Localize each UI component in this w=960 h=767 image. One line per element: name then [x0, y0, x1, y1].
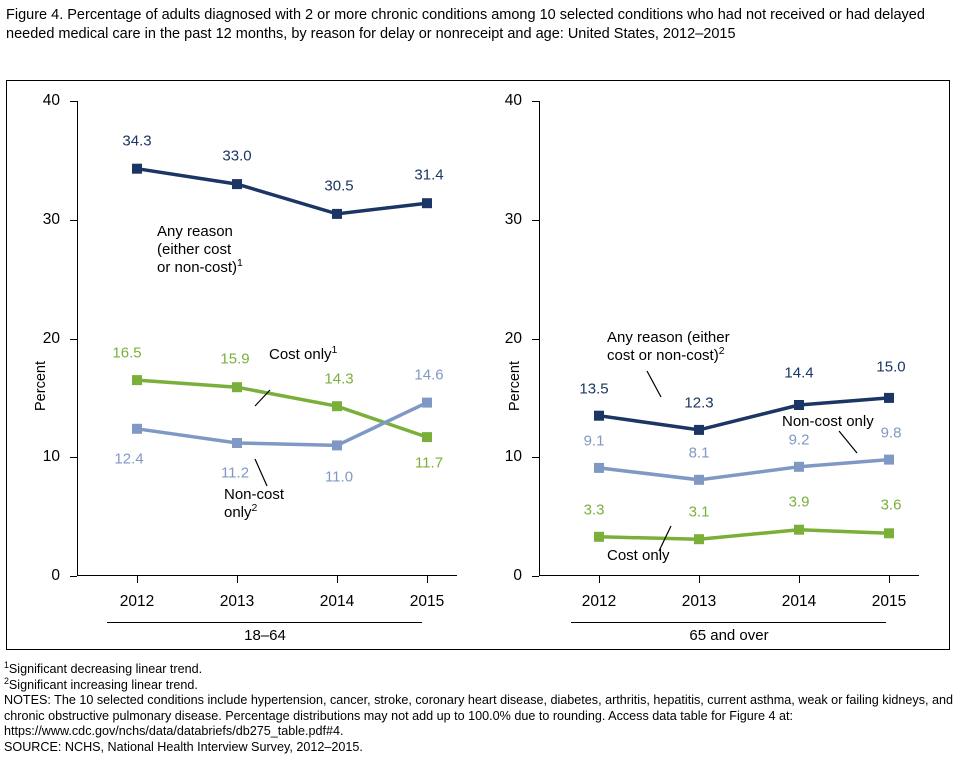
x-tick-left-2015: 2015 — [427, 576, 428, 583]
leader-any-reason-right — [647, 371, 661, 397]
chart-panel-18-64 — [7, 81, 479, 651]
marker-non-cost-only-right-2015 — [884, 455, 894, 465]
label-any-reason-left-2013: 33.0 — [222, 147, 252, 165]
y-axis-title-right: Percent — [507, 361, 523, 411]
footnote-2-text: Significant increasing linear trend. — [8, 677, 198, 692]
label-cost-only-left-2013: 15.9 — [220, 350, 250, 368]
label-any-reason-left-2014: 30.5 — [324, 177, 354, 195]
annotation-any-reason-left-sup: 1 — [237, 257, 243, 269]
x-tick-right-2012: 2012 — [599, 576, 600, 583]
label-any-reason-right-2015: 15.0 — [876, 358, 906, 376]
x-tick-left-2014: 2014 — [337, 576, 338, 583]
y-tick-left-0: 0 — [70, 576, 77, 577]
x-tick-left-2013: 2013 — [237, 576, 238, 583]
annotation-any-reason-left — [157, 223, 243, 277]
x-tick-right-2015: 2015 — [889, 576, 890, 583]
annotation-cost-only-left — [269, 346, 337, 364]
marker-non-cost-only-right-2012 — [594, 463, 604, 473]
label-non-cost-only-right-2012: 9.1 — [583, 432, 605, 450]
label-cost-only-right-2013: 3.1 — [688, 503, 710, 521]
label-cost-only-right-2015: 3.6 — [880, 496, 902, 514]
marker-any-reason-right-2012 — [594, 411, 604, 421]
annotation-any-reason-right-line2: cost or non-cost) — [607, 347, 719, 364]
footnote-source: SOURCE: NCHS, National Health Interview Survey, 2012–2015. — [4, 739, 363, 754]
label-cost-only-left-2015: 11.7 — [414, 454, 444, 472]
marker-non-cost-only-left-2015 — [422, 398, 432, 408]
annotation-non-cost-only-left — [224, 486, 284, 522]
line-any-reason-left — [137, 169, 427, 214]
annotation-non-cost-only-left-line2: only — [224, 504, 252, 521]
y-tick-left-40: 40 — [70, 101, 77, 102]
marker-cost-only-right-2014 — [794, 525, 804, 535]
line-cost-only-left — [137, 380, 427, 437]
group-label-18-64: 18–64 — [244, 627, 286, 644]
annotation-any-reason-right-line1: Any reason (either — [607, 329, 730, 346]
label-any-reason-right-2012: 13.5 — [579, 380, 609, 398]
marker-cost-only-right-2015 — [884, 528, 894, 538]
line-non-cost-only-right — [599, 460, 889, 480]
marker-non-cost-only-left-2012 — [132, 424, 142, 434]
line-non-cost-only-left — [137, 403, 427, 446]
marker-non-cost-only-left-2014 — [332, 440, 342, 450]
footnote-1 — [4, 659, 954, 678]
footnotes — [4, 659, 954, 756]
label-non-cost-only-right-2013: 8.1 — [688, 444, 710, 462]
annotation-any-reason-right-sup: 2 — [718, 345, 725, 357]
marker-cost-only-right-2012 — [594, 532, 604, 542]
annotation-any-reason-left-line2: (either cost — [157, 241, 232, 258]
y-tick-right-20: 20 — [532, 339, 539, 340]
annotation-cost-only-left-text: Cost only — [269, 346, 332, 363]
marker-cost-only-left-2015 — [422, 432, 432, 442]
annotation-non-cost-only-right: Non-cost only — [782, 413, 874, 430]
footnote-2 — [4, 675, 954, 694]
marker-non-cost-only-right-2014 — [794, 462, 804, 472]
x-tick-left-2012: 2012 — [137, 576, 138, 583]
label-cost-only-right-2012: 3.3 — [583, 501, 605, 519]
marker-any-reason-left-2013 — [232, 179, 242, 189]
group-rule-right — [571, 622, 886, 623]
marker-cost-only-left-2014 — [332, 401, 342, 411]
annotation-any-reason-left-line1: Any reason — [157, 223, 233, 240]
label-non-cost-only-left-2014: 11.0 — [324, 468, 354, 486]
label-non-cost-only-right-2014: 9.2 — [788, 431, 810, 449]
plot-area-left — [42, 92, 457, 610]
label-any-reason-right-2013: 12.3 — [684, 394, 714, 412]
chart-frame — [6, 80, 950, 650]
marker-any-reason-left-2012 — [132, 164, 142, 174]
annotation-non-cost-only-left-line1: Non-cost — [224, 486, 285, 503]
leader-non-cost-only-left — [255, 459, 267, 486]
group-label-65-over: 65 and over — [689, 627, 769, 644]
x-tick-right-2014: 2014 — [799, 576, 800, 583]
group-rule-left — [107, 622, 422, 623]
y-axis-title-left: Percent — [33, 361, 49, 411]
marker-any-reason-left-2014 — [332, 209, 342, 219]
footnote-1-sup: 1 — [4, 659, 9, 670]
annotation-any-reason-left-line3: or non-cost) — [157, 259, 238, 276]
label-non-cost-only-left-2013: 11.2 — [220, 464, 250, 482]
label-non-cost-only-left-2012: 12.4 — [114, 450, 144, 468]
y-tick-right-30: 30 — [532, 220, 539, 221]
marker-cost-only-right-2013 — [694, 534, 704, 544]
label-any-reason-left-2012: 34.3 — [122, 132, 152, 150]
label-any-reason-right-2014: 14.4 — [784, 364, 814, 382]
marker-cost-only-left-2013 — [232, 382, 242, 392]
label-cost-only-right-2014: 3.9 — [788, 493, 810, 511]
label-cost-only-left-2014: 14.3 — [324, 370, 354, 388]
marker-cost-only-left-2012 — [132, 375, 142, 385]
label-cost-only-left-2012: 16.5 — [112, 344, 142, 362]
figure-title: Figure 4. Percentage of adults diagnosed with 2 or more chronic conditions among 10 selected conditions who had not received or had delayed needed medical care in the past 12 months, by reason for delay or nonreceipt and age: United States, 2012–2015 — [6, 7, 925, 42]
marker-non-cost-only-left-2013 — [232, 438, 242, 448]
marker-any-reason-right-2015 — [884, 393, 894, 403]
footnote-1-text: Significant decreasing linear trend. — [8, 662, 203, 676]
chart-panel-65-over — [479, 81, 951, 651]
annotation-any-reason-right — [607, 329, 730, 365]
footnote-2-sup: 2 — [4, 675, 9, 686]
annotation-non-cost-only-left-sup: 2 — [251, 502, 258, 514]
y-tick-right-40: 40 — [532, 101, 539, 102]
y-tick-left-10: 10 — [70, 457, 77, 458]
x-tick-right-2013: 2013 — [699, 576, 700, 583]
footnote-notes: NOTES: The 10 selected conditions include hypertension, cancer, stroke, coronary heart disease, diabetes, arthritis, hepatitis, current asthma, weak or failing kidneys, and chronic obstructive pulmonary disease. Percentage distributions may not add up to 100.0% due to rounding. Access data table for Figure 4 at: https://www.cdc.gov/nchs/data/databriefs/db275_table.pdf#4. — [4, 693, 953, 739]
annotation-cost-only-right: Cost only — [607, 547, 670, 564]
label-any-reason-left-2015: 31.4 — [414, 166, 444, 184]
y-tick-left-30: 30 — [70, 220, 77, 221]
marker-non-cost-only-right-2013 — [694, 475, 704, 485]
leader-non-cost-only-right — [839, 431, 857, 453]
marker-any-reason-right-2014 — [794, 400, 804, 410]
y-tick-right-10: 10 — [532, 457, 539, 458]
y-tick-right-0: 0 — [532, 576, 539, 577]
marker-any-reason-right-2013 — [694, 425, 704, 435]
label-non-cost-only-right-2015: 9.8 — [880, 424, 902, 442]
line-cost-only-right — [599, 530, 889, 540]
annotation-cost-only-left-sup: 1 — [331, 344, 338, 356]
marker-any-reason-left-2015 — [422, 198, 432, 208]
y-tick-left-20: 20 — [70, 339, 77, 340]
label-non-cost-only-left-2015: 14.6 — [414, 366, 444, 384]
